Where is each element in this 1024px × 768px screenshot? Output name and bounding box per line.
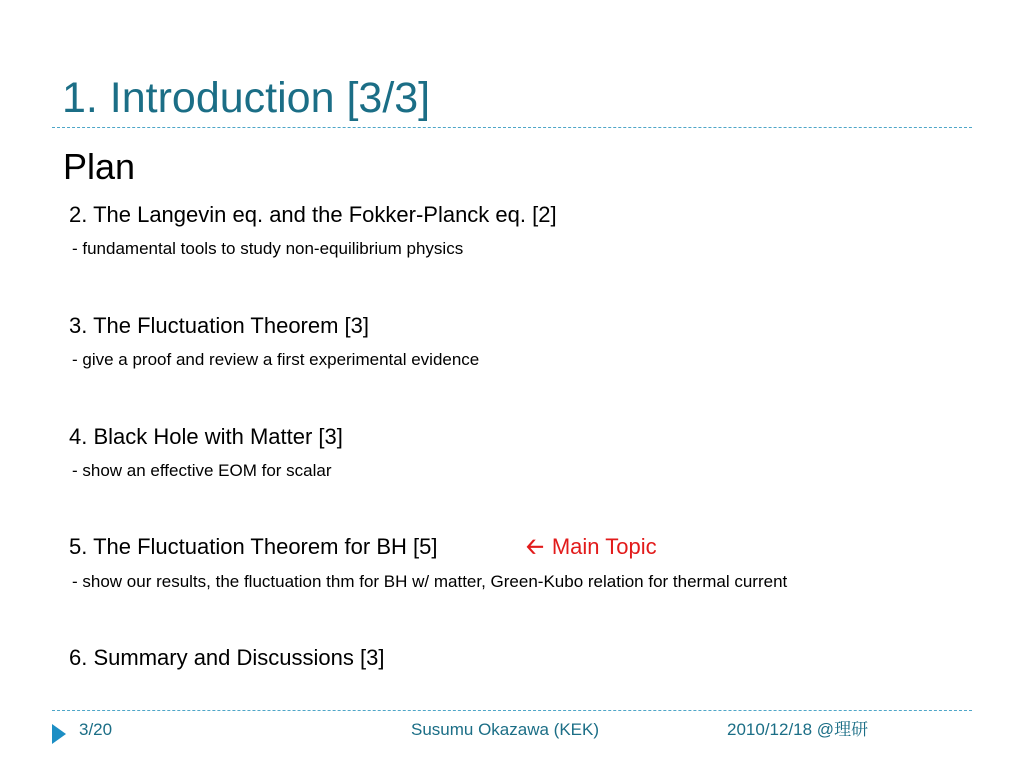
plan-item-description: - give a proof and review a first experimental evidence	[72, 350, 480, 369]
triangle-bullet-icon	[52, 724, 66, 744]
main-topic-label: Main Topic	[551, 534, 657, 559]
page-number: 3/20	[79, 720, 113, 739]
plan-item-title: 6. Summary and Discussions [3]	[69, 645, 385, 670]
plan-item-title: 3. The Fluctuation Theorem [3]	[69, 313, 370, 338]
left-arrow-icon: 🡠	[526, 534, 544, 559]
plan-heading: Plan	[63, 146, 136, 187]
footer-divider	[52, 710, 972, 711]
footer-author: Susumu Okazawa (KEK)	[411, 720, 600, 739]
plan-item-title: 2. The Langevin eq. and the Fokker-Planck eq. [2]	[69, 202, 557, 227]
main-topic-note	[526, 533, 657, 561]
slide-title: 1. Introduction [3/3]	[62, 74, 431, 122]
plan-item-title: 5. The Fluctuation Theorem for BH [5]	[69, 534, 438, 559]
title-divider	[52, 127, 972, 128]
plan-item-description: - fundamental tools to study non-equilibrium physics	[72, 239, 464, 258]
plan-item-description: - show an effective EOM for scalar	[72, 461, 332, 480]
plan-item-description: - show our results, the fluctuation thm for BH w/ matter, Green-Kubo relation for thermal current	[72, 572, 788, 591]
plan-item-title: 4. Black Hole with Matter [3]	[69, 424, 343, 449]
footer-date: 2010/12/18 @理研	[727, 720, 869, 739]
